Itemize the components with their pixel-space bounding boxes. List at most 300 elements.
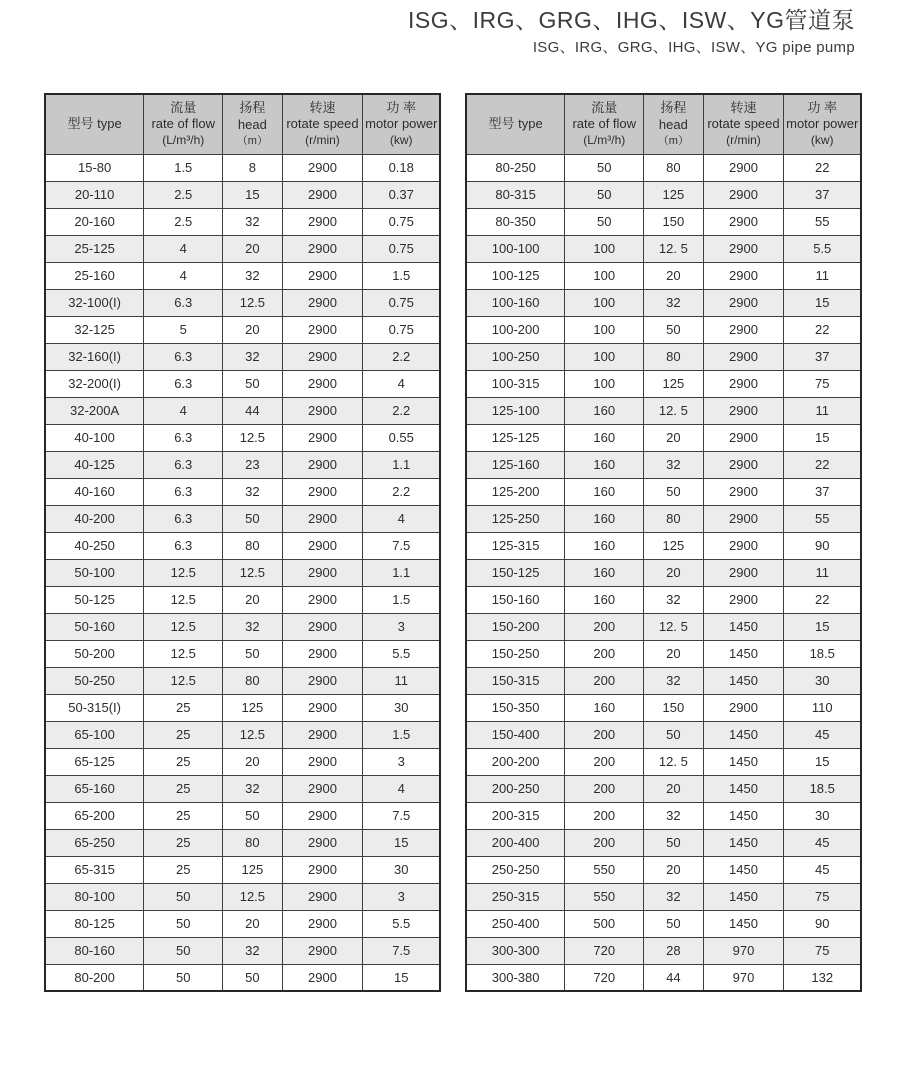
table-row (466, 289, 861, 316)
table-row (466, 748, 861, 775)
cell-speed: 2900 (282, 478, 363, 505)
col-header-head-cn: 扬程 (239, 100, 266, 116)
cell-speed: 2900 (282, 721, 363, 748)
cell-flow: 2.5 (144, 208, 223, 235)
col-header-type-label: 型号 type (67, 115, 122, 131)
cell-flow: 12.5 (144, 559, 223, 586)
cell-head: 32 (223, 208, 282, 235)
table-row (466, 316, 861, 343)
cell-flow: 4 (144, 262, 223, 289)
table-row (466, 208, 861, 235)
cell-flow: 25 (144, 829, 223, 856)
cell-power: 90 (784, 910, 861, 937)
cell-head: 23 (223, 451, 282, 478)
cell-flow: 50 (144, 937, 223, 964)
cell-head: 32 (223, 613, 282, 640)
cell-type: 15-80 (45, 154, 144, 181)
cell-speed: 2900 (703, 208, 784, 235)
cell-power: 11 (784, 397, 861, 424)
cell-speed: 1450 (703, 775, 784, 802)
col-header-type (45, 94, 144, 154)
cell-flow: 50 (144, 883, 223, 910)
cell-type: 250-400 (466, 910, 565, 937)
cell-type: 80-160 (45, 937, 144, 964)
cell-type: 150-160 (466, 586, 565, 613)
col-header-flow-en: rate of flow (572, 116, 637, 132)
cell-flow: 200 (565, 640, 644, 667)
page-title: ISG、IRG、GRG、IHG、ISW、YG管道泵 (408, 7, 855, 33)
col-header-power-unit: (kw) (810, 133, 834, 148)
cell-head: 50 (223, 964, 282, 991)
cell-flow: 25 (144, 721, 223, 748)
cell-head: 150 (644, 694, 703, 721)
table-row (45, 613, 440, 640)
cell-head: 80 (223, 667, 282, 694)
col-header-power (784, 94, 861, 154)
cell-type: 20-110 (45, 181, 144, 208)
cell-flow: 720 (565, 964, 644, 991)
cell-flow: 6.3 (144, 451, 223, 478)
cell-power: 30 (363, 694, 440, 721)
cell-flow: 1.5 (144, 154, 223, 181)
table-row (466, 964, 861, 991)
cell-head: 50 (644, 721, 703, 748)
table-row (466, 424, 861, 451)
cell-speed: 2900 (282, 586, 363, 613)
cell-power: 0.75 (363, 208, 440, 235)
cell-flow: 6.3 (144, 478, 223, 505)
cell-flow: 500 (565, 910, 644, 937)
col-header-speed-unit: (r/min) (726, 133, 761, 148)
cell-type: 125-250 (466, 505, 565, 532)
cell-head: 32 (644, 883, 703, 910)
cell-speed: 2900 (282, 397, 363, 424)
cell-speed: 2900 (282, 856, 363, 883)
cell-type: 25-125 (45, 235, 144, 262)
cell-speed: 2900 (703, 262, 784, 289)
cell-type: 65-100 (45, 721, 144, 748)
cell-power: 11 (784, 262, 861, 289)
cell-flow: 50 (144, 964, 223, 991)
cell-flow: 100 (565, 262, 644, 289)
cell-power: 15 (363, 829, 440, 856)
cell-flow: 6.3 (144, 343, 223, 370)
col-header-power (363, 94, 440, 154)
cell-flow: 4 (144, 235, 223, 262)
cell-power: 3 (363, 883, 440, 910)
cell-flow: 50 (144, 910, 223, 937)
cell-flow: 6.3 (144, 424, 223, 451)
cell-power: 22 (784, 316, 861, 343)
table-row (466, 370, 861, 397)
cell-flow: 200 (565, 748, 644, 775)
col-header-head-en: head (237, 117, 267, 133)
cell-type: 80-315 (466, 181, 565, 208)
cell-speed: 970 (703, 937, 784, 964)
cell-power: 90 (784, 532, 861, 559)
cell-speed: 2900 (703, 505, 784, 532)
cell-power: 15 (784, 424, 861, 451)
col-header-speed-en: rotate speed (286, 116, 359, 132)
cell-flow: 12.5 (144, 613, 223, 640)
table-row (45, 694, 440, 721)
cell-head: 125 (644, 370, 703, 397)
table-row (45, 964, 440, 991)
cell-head: 125 (644, 181, 703, 208)
table-header-row (45, 94, 440, 154)
cell-type: 125-125 (466, 424, 565, 451)
cell-flow: 6.3 (144, 505, 223, 532)
cell-power: 15 (784, 613, 861, 640)
cell-power: 3 (363, 748, 440, 775)
cell-type: 200-315 (466, 802, 565, 829)
table-row (466, 721, 861, 748)
cell-power: 0.75 (363, 316, 440, 343)
cell-type: 80-250 (466, 154, 565, 181)
cell-flow: 100 (565, 343, 644, 370)
cell-power: 45 (784, 829, 861, 856)
cell-flow: 100 (565, 316, 644, 343)
cell-power: 15 (363, 964, 440, 991)
cell-type: 65-250 (45, 829, 144, 856)
cell-speed: 2900 (282, 181, 363, 208)
cell-speed: 2900 (282, 451, 363, 478)
cell-speed: 2900 (703, 424, 784, 451)
cell-type: 50-100 (45, 559, 144, 586)
cell-type: 40-100 (45, 424, 144, 451)
cell-flow: 160 (565, 586, 644, 613)
cell-type: 125-200 (466, 478, 565, 505)
cell-power: 0.55 (363, 424, 440, 451)
cell-head: 28 (644, 937, 703, 964)
cell-power: 4 (363, 505, 440, 532)
cell-type: 20-160 (45, 208, 144, 235)
cell-flow: 550 (565, 856, 644, 883)
cell-power: 11 (784, 559, 861, 586)
cell-speed: 2900 (282, 937, 363, 964)
cell-flow: 200 (565, 667, 644, 694)
cell-power: 30 (784, 802, 861, 829)
table-row (45, 505, 440, 532)
cell-power: 22 (784, 586, 861, 613)
cell-head: 20 (223, 748, 282, 775)
cell-head: 12.5 (223, 721, 282, 748)
table-row (45, 181, 440, 208)
table-row (45, 343, 440, 370)
cell-head: 20 (644, 559, 703, 586)
cell-power: 18.5 (784, 640, 861, 667)
cell-type: 40-200 (45, 505, 144, 532)
cell-power: 0.37 (363, 181, 440, 208)
cell-head: 80 (223, 532, 282, 559)
cell-head: 12.5 (223, 559, 282, 586)
cell-head: 50 (644, 910, 703, 937)
cell-flow: 25 (144, 748, 223, 775)
col-header-flow-cn: 流量 (170, 99, 197, 115)
table-row (45, 721, 440, 748)
cell-head: 50 (644, 829, 703, 856)
table-row (466, 262, 861, 289)
cell-head: 44 (644, 964, 703, 991)
cell-flow: 160 (565, 478, 644, 505)
cell-power: 1.1 (363, 451, 440, 478)
cell-power: 75 (784, 370, 861, 397)
cell-type: 150-400 (466, 721, 565, 748)
cell-flow: 160 (565, 451, 644, 478)
table-row (45, 829, 440, 856)
col-header-speed-unit: (r/min) (305, 133, 340, 148)
cell-type: 200-400 (466, 829, 565, 856)
table-row (45, 856, 440, 883)
cell-speed: 2900 (282, 748, 363, 775)
cell-head: 125 (223, 694, 282, 721)
table-row (45, 586, 440, 613)
cell-head: 50 (223, 370, 282, 397)
cell-power: 45 (784, 856, 861, 883)
cell-head: 20 (644, 775, 703, 802)
col-header-flow (565, 94, 644, 154)
pump-spec-table-left (44, 93, 441, 992)
cell-head: 32 (223, 343, 282, 370)
table-row (466, 397, 861, 424)
cell-speed: 2900 (282, 532, 363, 559)
cell-head: 12. 5 (644, 397, 703, 424)
table-row (45, 397, 440, 424)
cell-type: 100-200 (466, 316, 565, 343)
cell-type: 100-250 (466, 343, 565, 370)
cell-power: 0.75 (363, 235, 440, 262)
cell-speed: 2900 (703, 532, 784, 559)
cell-speed: 2900 (282, 883, 363, 910)
table-row (466, 343, 861, 370)
cell-type: 80-200 (45, 964, 144, 991)
cell-type: 40-125 (45, 451, 144, 478)
table-row (45, 748, 440, 775)
cell-head: 44 (223, 397, 282, 424)
cell-head: 12.5 (223, 883, 282, 910)
cell-head: 12. 5 (644, 748, 703, 775)
cell-type: 125-160 (466, 451, 565, 478)
table-row (45, 667, 440, 694)
cell-flow: 12.5 (144, 640, 223, 667)
table-row (45, 370, 440, 397)
cell-power: 110 (784, 694, 861, 721)
cell-type: 100-160 (466, 289, 565, 316)
cell-power: 37 (784, 181, 861, 208)
col-header-type-label: 型号 type (488, 115, 543, 131)
cell-flow: 25 (144, 856, 223, 883)
table-row (466, 505, 861, 532)
cell-speed: 2900 (282, 694, 363, 721)
col-header-speed-cn: 转速 (309, 99, 336, 115)
cell-flow: 6.3 (144, 370, 223, 397)
table-row (45, 775, 440, 802)
cell-speed: 2900 (703, 370, 784, 397)
table-row (466, 478, 861, 505)
cell-speed: 2900 (703, 343, 784, 370)
cell-type: 150-315 (466, 667, 565, 694)
cell-power: 1.5 (363, 262, 440, 289)
cell-power: 132 (784, 964, 861, 991)
cell-flow: 2.5 (144, 181, 223, 208)
cell-type: 50-160 (45, 613, 144, 640)
table-row (45, 910, 440, 937)
cell-speed: 2900 (703, 316, 784, 343)
cell-speed: 2900 (282, 424, 363, 451)
table-row (45, 235, 440, 262)
cell-type: 50-125 (45, 586, 144, 613)
cell-power: 30 (363, 856, 440, 883)
cell-speed: 970 (703, 964, 784, 991)
cell-type: 32-200(I) (45, 370, 144, 397)
cell-speed: 2900 (282, 289, 363, 316)
cell-head: 12.5 (223, 424, 282, 451)
cell-head: 32 (223, 262, 282, 289)
cell-power: 7.5 (363, 802, 440, 829)
table-row (466, 829, 861, 856)
cell-head: 20 (644, 640, 703, 667)
cell-power: 1.1 (363, 559, 440, 586)
table-row (466, 451, 861, 478)
cell-type: 65-315 (45, 856, 144, 883)
cell-head: 150 (644, 208, 703, 235)
col-header-power-unit: (kw) (389, 133, 413, 148)
cell-flow: 550 (565, 883, 644, 910)
table-row (45, 883, 440, 910)
pump-table-right-body (466, 154, 861, 991)
col-header-speed-en: rotate speed (707, 116, 780, 132)
cell-speed: 2900 (703, 289, 784, 316)
cell-flow: 25 (144, 775, 223, 802)
cell-type: 65-200 (45, 802, 144, 829)
table-row (45, 208, 440, 235)
cell-type: 40-250 (45, 532, 144, 559)
cell-speed: 1450 (703, 748, 784, 775)
cell-speed: 2900 (282, 316, 363, 343)
cell-power: 4 (363, 370, 440, 397)
cell-type: 65-125 (45, 748, 144, 775)
table-header-row (466, 94, 861, 154)
table-row (45, 451, 440, 478)
col-header-flow-unit: (L/m³/h) (583, 133, 626, 148)
cell-head: 50 (644, 316, 703, 343)
cell-flow: 720 (565, 937, 644, 964)
cell-power: 15 (784, 748, 861, 775)
cell-flow: 4 (144, 397, 223, 424)
cell-head: 80 (644, 343, 703, 370)
cell-head: 50 (644, 478, 703, 505)
col-header-flow-unit: (L/m³/h) (162, 133, 205, 148)
cell-speed: 2900 (282, 802, 363, 829)
cell-type: 100-100 (466, 235, 565, 262)
cell-type: 32-160(I) (45, 343, 144, 370)
table-row (466, 937, 861, 964)
cell-speed: 2900 (282, 370, 363, 397)
cell-type: 50-200 (45, 640, 144, 667)
cell-speed: 2900 (282, 262, 363, 289)
cell-power: 37 (784, 343, 861, 370)
cell-speed: 2900 (703, 451, 784, 478)
pump-spec-table-right (465, 93, 862, 992)
cell-head: 20 (644, 262, 703, 289)
cell-speed: 2900 (282, 910, 363, 937)
cell-flow: 160 (565, 424, 644, 451)
cell-head: 125 (644, 532, 703, 559)
cell-flow: 25 (144, 802, 223, 829)
pump-table-left-body (45, 154, 440, 991)
cell-power: 37 (784, 478, 861, 505)
col-header-speed (282, 94, 363, 154)
cell-power: 2.2 (363, 343, 440, 370)
cell-power: 0.18 (363, 154, 440, 181)
col-header-type (466, 94, 565, 154)
cell-flow: 6.3 (144, 289, 223, 316)
cell-power: 1.5 (363, 586, 440, 613)
cell-type: 65-160 (45, 775, 144, 802)
table-row (466, 532, 861, 559)
cell-power: 15 (784, 289, 861, 316)
table-row (466, 154, 861, 181)
cell-head: 8 (223, 154, 282, 181)
cell-type: 300-380 (466, 964, 565, 991)
cell-head: 50 (223, 802, 282, 829)
table-row (466, 883, 861, 910)
cell-type: 150-125 (466, 559, 565, 586)
cell-type: 32-125 (45, 316, 144, 343)
cell-head: 15 (223, 181, 282, 208)
cell-speed: 2900 (703, 397, 784, 424)
cell-power: 0.75 (363, 289, 440, 316)
cell-power: 75 (784, 883, 861, 910)
cell-type: 100-315 (466, 370, 565, 397)
cell-power: 55 (784, 208, 861, 235)
cell-type: 150-200 (466, 613, 565, 640)
cell-flow: 50 (565, 154, 644, 181)
cell-head: 80 (644, 154, 703, 181)
cell-power: 7.5 (363, 532, 440, 559)
cell-flow: 200 (565, 802, 644, 829)
cell-speed: 2900 (282, 343, 363, 370)
cell-head: 20 (223, 316, 282, 343)
cell-power: 4 (363, 775, 440, 802)
table-row (45, 532, 440, 559)
cell-power: 18.5 (784, 775, 861, 802)
cell-speed: 2900 (703, 181, 784, 208)
cell-flow: 160 (565, 694, 644, 721)
cell-speed: 2900 (282, 613, 363, 640)
table-row (466, 802, 861, 829)
table-row (466, 910, 861, 937)
cell-power: 2.2 (363, 478, 440, 505)
cell-speed: 1450 (703, 721, 784, 748)
cell-speed: 2900 (282, 208, 363, 235)
cell-power: 11 (363, 667, 440, 694)
cell-flow: 6.3 (144, 532, 223, 559)
cell-speed: 2900 (282, 829, 363, 856)
cell-type: 80-350 (466, 208, 565, 235)
col-header-power-cn: 功 率 (807, 99, 838, 115)
cell-type: 150-250 (466, 640, 565, 667)
cell-type: 200-250 (466, 775, 565, 802)
cell-type: 250-250 (466, 856, 565, 883)
cell-head: 50 (223, 505, 282, 532)
table-row (466, 586, 861, 613)
cell-speed: 2900 (282, 235, 363, 262)
cell-speed: 1450 (703, 883, 784, 910)
cell-head: 32 (644, 667, 703, 694)
cell-head: 32 (644, 451, 703, 478)
cell-power: 3 (363, 613, 440, 640)
